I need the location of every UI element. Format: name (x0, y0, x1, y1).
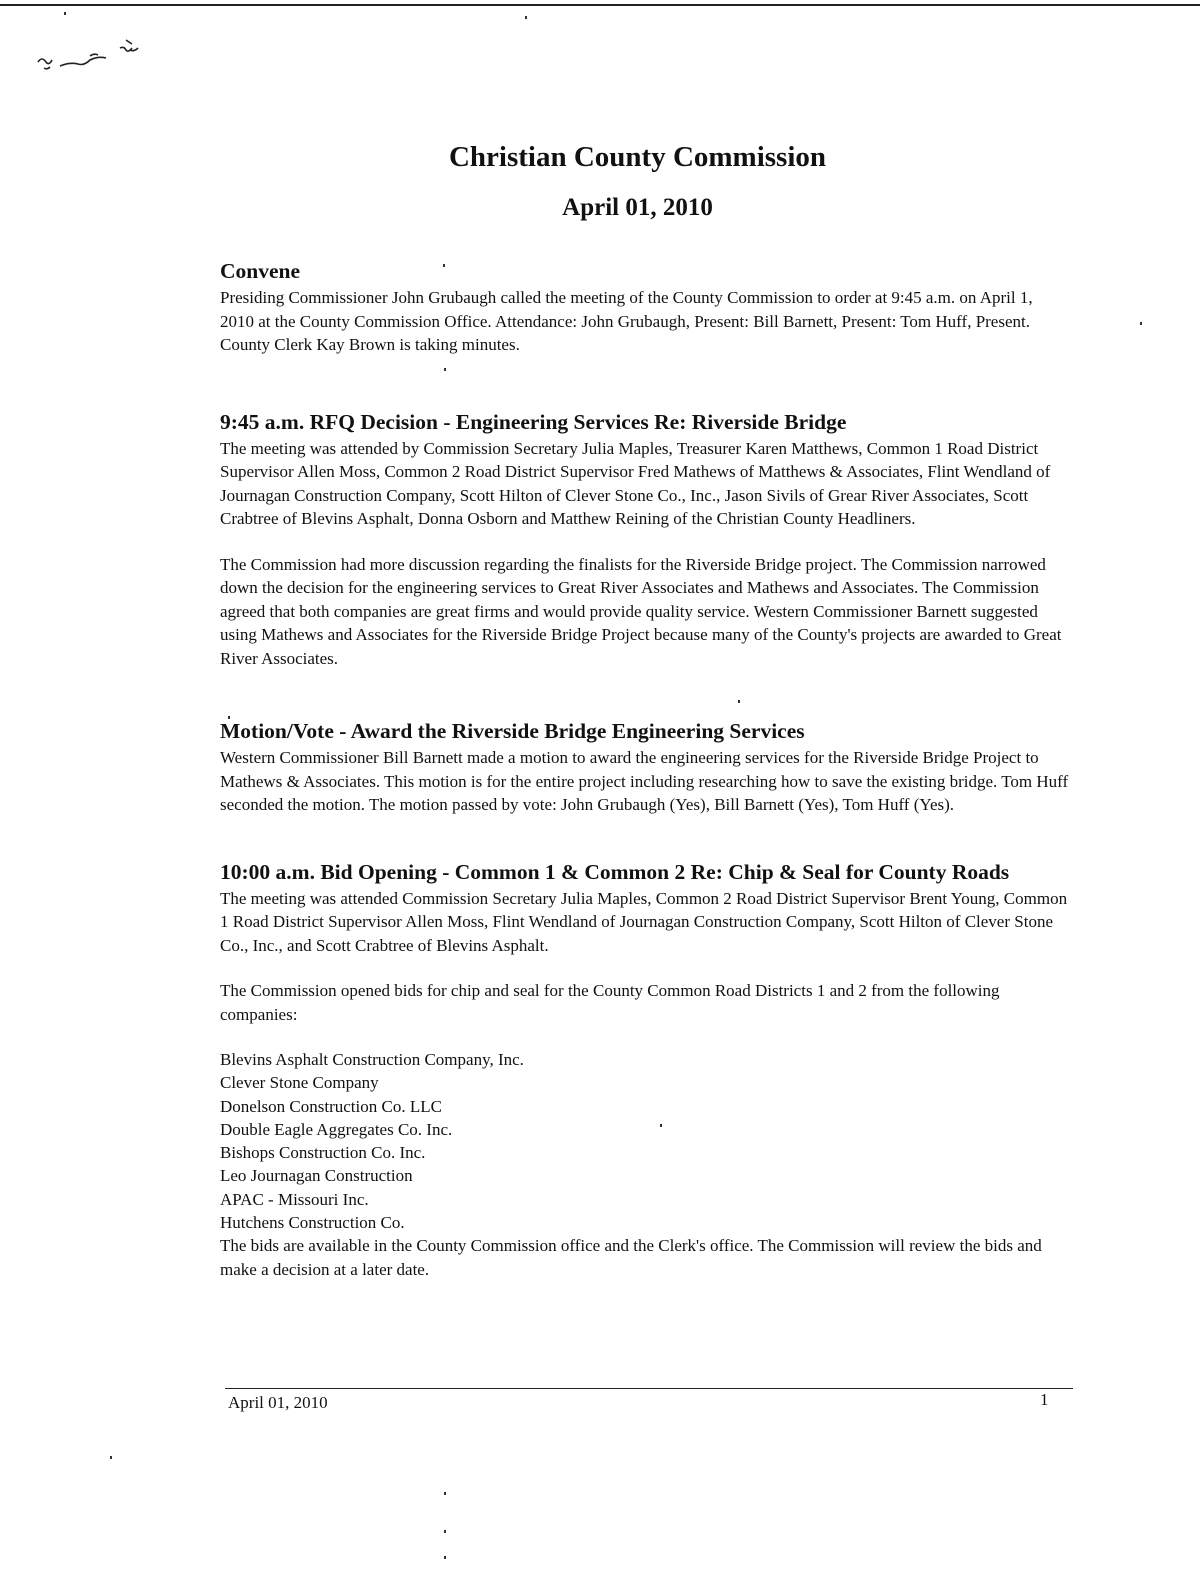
section-paragraph: The meeting was attended Commission Secretary Julia Maples, Common 2 Road District Supervisor Brent Young, Common 1 Road District Supervisor Allen Moss, Flint Wendland of Journagan Construction Company, Scott Hilton of Clever Stone Co., Inc., and Scott Crabtree of Blevins Asphalt. (220, 888, 1068, 955)
scan-speck (444, 1492, 446, 1495)
footer-divider (225, 1388, 1073, 1389)
bidder-list (220, 1048, 1070, 1234)
scan-speck (525, 16, 527, 19)
section-paragraph: Western Commissioner Bill Barnett made a motion to award the engineering services for the Riverside Bridge Project to Mathews & Associates. This motion is for the entire project including researching how to save the existing bridge. Tom Huff seconded the motion. The motion passed by vote: John Grubaugh (Yes), Bill Barnett (Yes), Tom Huff (Yes). (220, 748, 1069, 814)
section-heading: Convene (220, 259, 301, 283)
handwritten-mark (30, 34, 150, 84)
section-rfq-decision (220, 407, 1070, 671)
list-item: Double Eagle Aggregates Co. Inc. (220, 1119, 453, 1139)
section-paragraph: The Commission had more discussion regarding the finalists for the Riverside Bridge project. The Commission narrowed down the decision for the engineering services to Great River Associates and Mathews and Associates. The Commission agreed that both companies are great firms and would provide quality service. Western Commissioner Barnett suggested using Mathews and Associates for the Riverside Bridge Project because many of the County's projects are awarded to Great River Associates. (220, 554, 1062, 668)
list-item: Leo Journagan Construction (220, 1166, 413, 1186)
page-number: 1 (1040, 1390, 1049, 1409)
section-paragraph: The meeting was attended by Commission Secretary Julia Maples, Treasurer Karen Matthews, Common 1 Road District Supervisor Allen Moss, Common 2 Road District Supervisor Fred Mathews of Matthews & Associates, Flint Wendland of Journagan Construction Company, Scott Hilton of Clever Stone Co., Inc., Jason Sivils of Grear River Associates, Scott Crabtree of Blevins Asphalt, Donna Osborn and Matthew Reining of the Christian County Headliners. (220, 438, 1051, 528)
document-date: April 01, 2010 (562, 194, 713, 221)
list-item: Bishops Construction Co. Inc. (220, 1143, 426, 1163)
section-bid-opening (220, 857, 1070, 1282)
scan-speck (738, 700, 740, 703)
list-item: Hutchens Construction Co. (220, 1213, 405, 1233)
scan-speck (110, 1456, 112, 1459)
scan-top-edge (0, 4, 1200, 6)
scan-speck (444, 368, 446, 371)
section-paragraph: The bids are available in the County Commission office and the Clerk's office. The Commission will review the bids and make a decision at a later date. (220, 1236, 1042, 1279)
minutes-body (220, 256, 1070, 1281)
list-item: Donelson Construction Co. LLC (220, 1096, 442, 1116)
list-item: Blevins Asphalt Construction Company, Inc. (220, 1050, 524, 1069)
scan-speck (1140, 322, 1142, 325)
footer-date: April 01, 2010 (228, 1393, 328, 1412)
scan-speck (443, 264, 445, 267)
section-paragraph: Presiding Commissioner John Grubaugh called the meeting of the County Commission to order at 9:45 a.m. on April 1, 2010 at the County Commission Office. Attendance: John Grubaugh, Present: Bill Barnett, Present: Tom Huff, Present. County Clerk Kay Brown is taking minutes. (220, 288, 1033, 354)
scan-speck (64, 12, 66, 15)
scan-speck (660, 1124, 662, 1127)
scan-speck (444, 1556, 446, 1559)
list-item: Clever Stone Company (220, 1073, 379, 1093)
scan-speck (228, 716, 230, 719)
document-title: Christian County Commission (448, 141, 827, 173)
scan-speck (444, 1530, 446, 1533)
section-paragraph: The Commission opened bids for chip and seal for the County Common Road Districts 1 and 2 from the following companies: (220, 981, 1000, 1024)
section-motion-vote (220, 716, 1070, 817)
section-convene (220, 256, 1070, 357)
section-heading: Motion/Vote - Award the Riverside Bridge Engineering Services (220, 719, 805, 743)
list-item: APAC - Missouri Inc. (220, 1189, 369, 1209)
section-heading: 10:00 a.m. Bid Opening - Common 1 & Common 2 Re: Chip & Seal for County Roads (220, 859, 1010, 884)
section-heading: 9:45 a.m. RFQ Decision - Engineering Services Re: Riverside Bridge (220, 409, 847, 434)
